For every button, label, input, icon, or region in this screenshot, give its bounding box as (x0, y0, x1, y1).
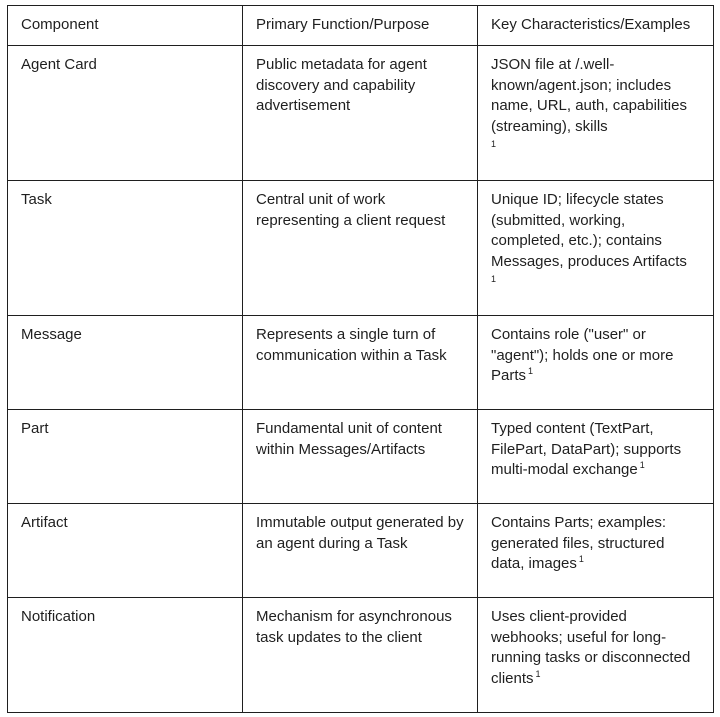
table-row (8, 316, 714, 410)
header-component: Component (8, 6, 243, 46)
cell-purpose: Represents a single turn of communication within a Task (243, 316, 478, 410)
cell-characteristics (478, 598, 714, 713)
cell-characteristics (478, 46, 714, 181)
characteristics-text: JSON file at /.well-known/agent.json; includes name, URL, auth, capabilities (streaming), skills (491, 56, 687, 135)
cell-characteristics (478, 181, 714, 316)
characteristics-text: Contains role ("user" or "agent"); holds one or more Parts (491, 326, 674, 384)
footnote-ref: 1 (528, 366, 534, 376)
characteristics-text: Typed content (TextPart, FilePart, DataPart); supports multi-modal exchange (491, 420, 682, 478)
components-table (7, 5, 714, 713)
footnote-ref: 1 (491, 139, 497, 149)
characteristics-text: Uses client-provided webhooks; useful for long-running tasks or disconnected clients (491, 608, 691, 687)
cell-purpose: Public metadata for agent discovery and capability advertisement (243, 46, 478, 181)
cell-component: Task (8, 181, 243, 316)
footnote-ref: 1 (535, 668, 541, 679)
footnote-ref: 1 (578, 554, 584, 564)
table-row (8, 46, 714, 181)
header-key-characteristics: Key Characteristics/Examples (478, 6, 714, 46)
table-row (8, 181, 714, 316)
cell-component: Agent Card (8, 46, 243, 181)
table-row (8, 598, 714, 713)
cell-purpose: Central unit of work representing a client request (243, 181, 478, 316)
cell-characteristics (478, 410, 714, 504)
characteristics-text: Unique ID; lifecycle states (submitted, working, completed, etc.); contains Messages, produces Artifacts (491, 191, 687, 270)
cell-purpose: Mechanism for asynchronous task updates to the client (243, 598, 478, 713)
cell-component: Artifact (8, 504, 243, 598)
table-header-row (8, 6, 714, 46)
footnote-ref: 1 (639, 460, 645, 470)
cell-purpose: Fundamental unit of content within Messages/Artifacts (243, 410, 478, 504)
characteristics-text: Contains Parts; examples: generated files, structured data, images (491, 514, 667, 572)
cell-characteristics (478, 316, 714, 410)
cell-characteristics (478, 504, 714, 598)
table-row (8, 504, 714, 598)
footnote-ref: 1 (491, 274, 497, 284)
header-primary-function: Primary Function/Purpose (243, 6, 478, 46)
cell-component: Notification (8, 598, 243, 713)
cell-component: Part (8, 410, 243, 504)
cell-component: Message (8, 316, 243, 410)
table-row (8, 410, 714, 504)
cell-purpose: Immutable output generated by an agent during a Task (243, 504, 478, 598)
